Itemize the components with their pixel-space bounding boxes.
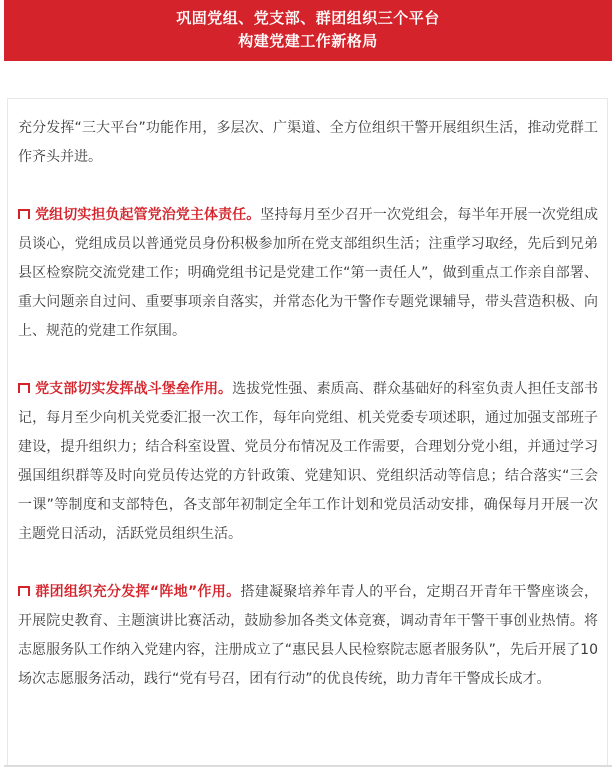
- section-heading-mass-organizations: [18, 584, 240, 600]
- section-body-text: 坚持每月至少召开一次党组会，每半年开展一次党组成员谈心，党组成员以普通党员身份积极参加所在党支部组织生活；注重学习取经，先后到兄弟县区检察院交流党建工作；明确党组书记是党建工作“第一责任人”，做到重点工作亲自部署、重大问题亲自过问、重要事项亲自落实，并常态化为干警作专题党课辅导，带头营造积极、向上、规范的党建工作氛围。: [18, 207, 599, 339]
- box-marker-icon: [18, 586, 30, 596]
- section-heading-party-branch: [18, 381, 232, 397]
- box-marker-icon: [18, 383, 30, 393]
- section-heading-text: 党组切实担负起管党治党主体责任。: [35, 207, 261, 223]
- section-heading-text: 党支部切实发挥战斗堡垒作用。: [35, 381, 233, 397]
- article-body: [7, 98, 608, 765]
- section-heading-text: 群团组织充分发挥“阵地”作用。: [35, 584, 241, 600]
- title-banner: [4, 0, 612, 61]
- title-line-2: 构建党建工作新格局: [238, 32, 378, 50]
- section-paragraph-party-group: [18, 201, 598, 346]
- box-marker-icon: [18, 209, 30, 219]
- section-paragraph-mass-organizations: [18, 578, 598, 694]
- section-body-text: 选拔党性强、素质高、群众基础好的科室负责人担任支部书记，每月至少向机关党委汇报一次工作，每年向党组、机关党委专项述职，通过加强支部班子建设，提升组织力；结合科室设置、党员分布情况及工作需要，合理划分党小组，并通过学习强国组织群等及时向党员传达党的方针政策、党建知识、党组织活动等信息；结合落实“三会一课”等制度和支部特色，各支部年初制定全年工作计划和党员活动安排，确保每月开展一次主题党日活动，活跃党员组织生活。: [18, 381, 598, 542]
- section-body-text: 搭建凝聚培养年青人的平台，定期召开青年干警座谈会，开展院史教育、主题演讲比赛活动，鼓励参加各类文体竞赛，调动青年干警干事创业热情。将志愿服务队工作纳入党建内容，注册成立了“惠民县人民检察院志愿者服务队”，先后开展了10场次志愿服务活动，践行“党有号召，团有行动”的优良传统，助力青年干警成长成才。: [18, 584, 599, 687]
- section-heading-party-group: [18, 207, 260, 223]
- section-paragraph-party-branch: [18, 375, 598, 549]
- bottom-divider: [4, 765, 612, 767]
- title-line-1: 巩固党组、党支部、群团组织三个平台: [176, 9, 440, 27]
- intro-paragraph: 充分发挥“三大平台”功能作用，多层次、广渠道、全方位组织干警开展组织生活，推动党群工作齐头并进。: [18, 120, 598, 165]
